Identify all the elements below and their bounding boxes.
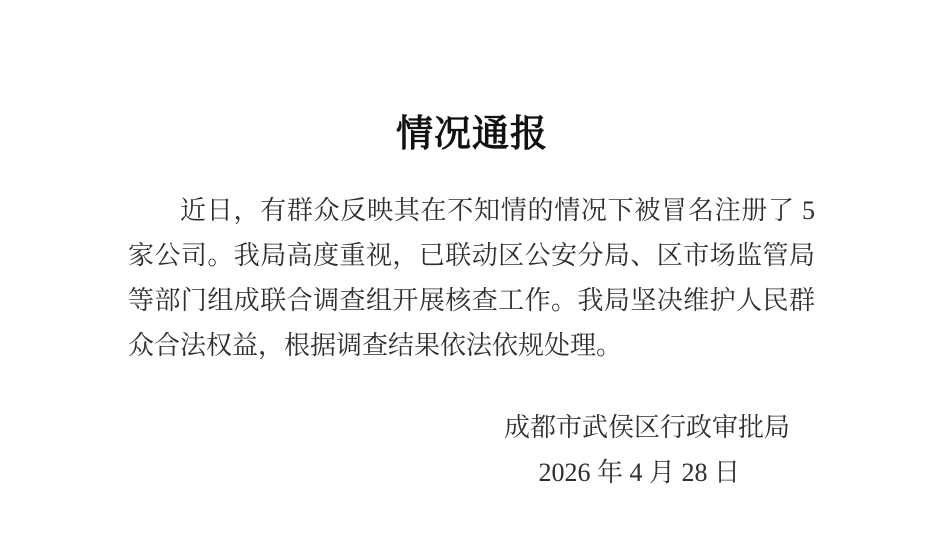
body-line-4: 众合法权益，根据调查结果依法依规处理。 (128, 331, 623, 360)
notice-title: 情况通报 (396, 114, 548, 155)
issuing-authority-signature: 成都市武侯区行政审批局 (503, 413, 790, 442)
body-line-1: 近日，有群众反映其在不知情的情况下被冒名注册了 5 (180, 196, 815, 225)
notice-body-paragraph (128, 188, 815, 368)
body-line-3: 等部门组成联合调查组开展核查工作。我局坚决维护人民群 (128, 286, 815, 315)
body-line-2: 家公司。我局高度重视，已联动区公安分局、区市场监管局 (128, 241, 815, 270)
notice-date: 2026 年 4 月 28 日 (538, 458, 740, 487)
